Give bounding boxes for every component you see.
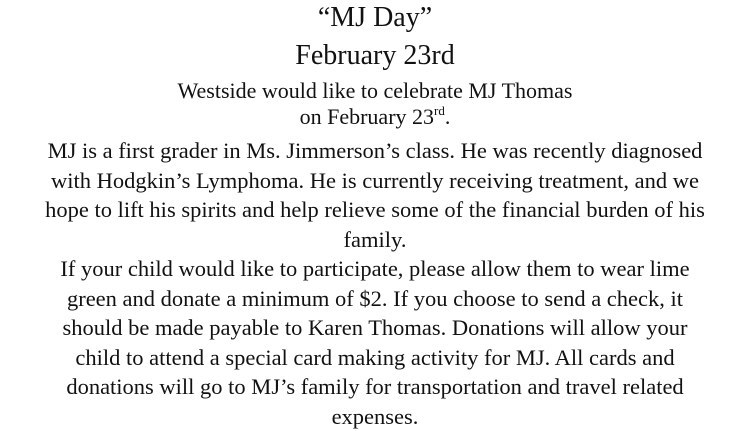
paragraph-line: donations will go to MJ’s family for transportation and travel related xyxy=(0,372,750,402)
intro-line-1: Westside would like to celebrate MJ Thomas xyxy=(0,78,750,104)
paragraph-line: family. xyxy=(0,225,750,255)
intro-date-suffix: rd xyxy=(434,103,445,118)
intro-date-text: on February 23 xyxy=(300,104,434,129)
paragraph-line: MJ is a first grader in Ms. Jimmerson’s class. He was recently diagnosed xyxy=(0,136,750,166)
paragraph-line: green and donate a minimum of $2. If you choose to send a check, it xyxy=(0,284,750,314)
paragraph-line: expenses. xyxy=(0,402,750,431)
event-date: February 23rd xyxy=(0,38,750,74)
participation-paragraph xyxy=(0,254,750,431)
paragraph-line: should be made payable to Karen Thomas. Donations will allow your xyxy=(0,313,750,343)
paragraph-line: child to attend a special card making activity for MJ. All cards and xyxy=(0,343,750,373)
event-title: “MJ Day” xyxy=(0,0,750,36)
paragraph-line: If your child would like to participate, please allow them to wear lime xyxy=(0,254,750,284)
diagnosis-paragraph xyxy=(0,136,750,254)
intro-text xyxy=(0,78,750,130)
intro-period: . xyxy=(445,104,451,129)
intro-line-2 xyxy=(0,104,750,130)
paragraph-line: with Hodgkin’s Lymphoma. He is currently receiving treatment, and we xyxy=(0,166,750,196)
paragraph-line: hope to lift his spirits and help relieve some of the financial burden of his xyxy=(0,195,750,225)
